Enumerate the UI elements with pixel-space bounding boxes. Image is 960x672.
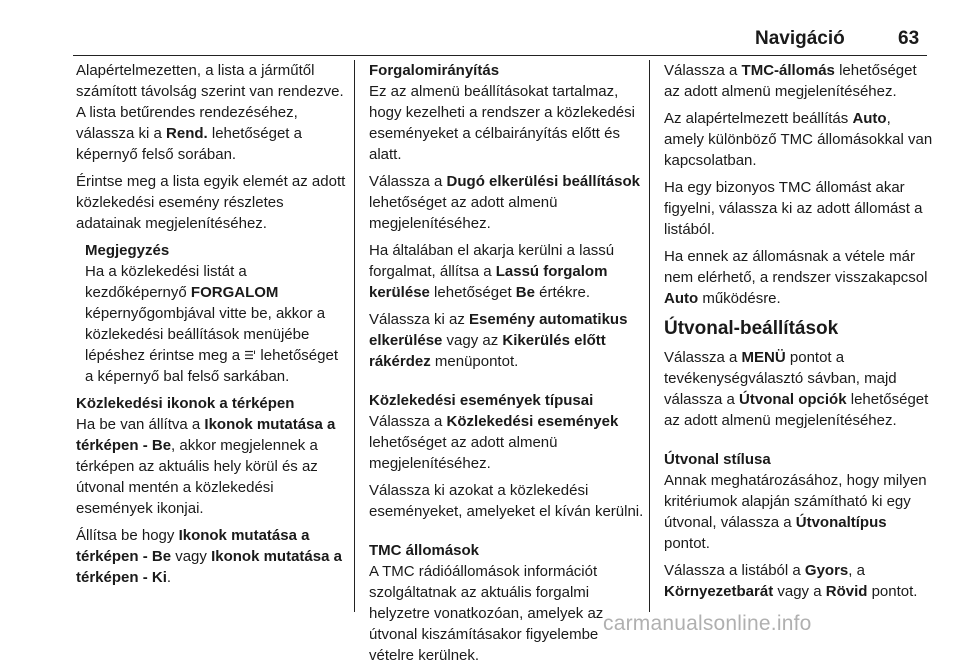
paragraph-routing-intro: Ez az almenü beállításokat tartalmaz, hogy kezelheti a rendszer a közlekedési eseményeket a célbairányítás előtt és alatt.: [369, 83, 635, 163]
menu-lines-icon: [244, 349, 256, 361]
note-text: Ha a közlekedési listát a kezdőképernyő FORGALOM képernyőgombjával vitte be, akkor a közlekedési beállítások menüjébe lépéshez érintse meg a lehetőséget a képernyő bal felső sarkában.: [85, 263, 338, 385]
spacer: [664, 437, 934, 449]
paragraph-auto-avoid: Válassza ki az Esemény automatikus elkerülése vagy az Kikerülés előtt rákérdez menüpontot.: [369, 311, 628, 370]
paragraph-specific-station: Ha egy bizonyos TMC állomást akar figyelni, válassza ki az adott állomást a listából.: [664, 179, 923, 238]
page-title: Navigáció: [755, 28, 845, 49]
paragraph-icons-setting: Állítsa be hogy Ikonok mutatása a térképen - Be vagy Ikonok mutatása a térképen - Ki.: [76, 527, 342, 586]
paragraph-route-type: Annak meghatározásához, hogy milyen kritériumok alapján számítható ki egy útvonal, válassza a Útvonaltípus pontot.: [664, 472, 927, 552]
header-divider: [73, 55, 927, 56]
page-number: 63: [898, 28, 920, 49]
paragraph-fallback-auto: Ha ennek az állomásnak a vétele már nem elérhető, a rendszer visszakapcsol Auto működésre.: [664, 248, 928, 307]
rend-option: Rend.: [166, 125, 208, 142]
column-3: [664, 60, 934, 608]
column-1: [76, 60, 348, 594]
note-block: [85, 240, 348, 387]
column-divider-1: [354, 60, 355, 612]
paragraph-select-item: Érintse meg a lista egyik elemét az adott közlekedési esemény részletes adatainak megjelenítéséhez.: [76, 173, 346, 232]
paragraph-jam-settings: Válassza a Dugó elkerülési beállítások lehetőséget az adott almenü megjelenítéséhez.: [369, 173, 640, 232]
heading-traffic-routing: Forgalomirányítás: [369, 62, 500, 79]
forgalom-option: FORGALOM: [190, 284, 279, 301]
column-2: [369, 60, 644, 672]
paragraph-sort: Alapértelmezetten, a lista a járműtől számított távolság szerint van rendezve. A lista betűrendes rendezéséhez, válassza ki a Rend. lehetőséget a képernyő felső sorában.: [76, 62, 344, 163]
heading-traffic-icons: Közlekedési ikonok a térképen: [76, 395, 295, 412]
paragraph-event-types: Válassza a Közlekedési események lehetőséget az adott almenü megjelenítéséhez.: [369, 413, 619, 472]
heading-route-style: Útvonal stílusa: [664, 451, 771, 468]
spacer: [369, 378, 644, 390]
paragraph-tmc-info: A TMC rádióállomások információt szolgáltatnak az aktuális forgalmi helyzetre vonatkozóan, amelyek az útvonal kiszámításakor figyelembe vételre kerülnek.: [369, 563, 604, 664]
column-divider-2: [649, 60, 650, 612]
spacer: [369, 528, 644, 540]
paragraph-tmc-station: Válassza a TMC-állomás lehetőséget az adott almenü megjelenítéséhez.: [664, 62, 917, 100]
paragraph-slow-traffic: Ha általában el akarja kerülni a lassú forgalmat, állítsa a Lassú forgalom kerülése lehetőséget Be értékre.: [369, 242, 615, 301]
paragraph-default-auto: Az alapértelmezett beállítás Auto, amely különböző TMC állomásokkal van kapcsolatban.: [664, 110, 933, 169]
heading-route-settings: Útvonal-beállítások: [664, 318, 839, 339]
paragraph-route-options: Válassza a MENÜ pontot a tevékenységválasztó sávban, majd válassza a Útvonal opciók lehetőséget az adott almenü megjelenítéséhez.: [664, 349, 929, 429]
paragraph-icons-on: Ha be van állítva a Ikonok mutatása a térképen - Be, akkor megjelennek a térképen az aktuális hely körül és az útvonal mentén a közlekedési események ikonjai.: [76, 416, 336, 517]
heading-event-types: Közlekedési események típusai: [369, 392, 594, 409]
heading-tmc-stations: TMC állomások: [369, 542, 480, 559]
paragraph-select-events: Válassza ki azokat a közlekedési eseményeket, amelyeket el kíván kerülni.: [369, 482, 644, 520]
note-title: Megjegyzés: [85, 242, 170, 259]
page-header: [0, 0, 960, 56]
watermark: carmanualsonline.info: [603, 612, 812, 635]
paragraph-route-choice: Válassza a listából a Gyors, a Környezetbarát vagy a Rövid pontot.: [664, 562, 918, 600]
